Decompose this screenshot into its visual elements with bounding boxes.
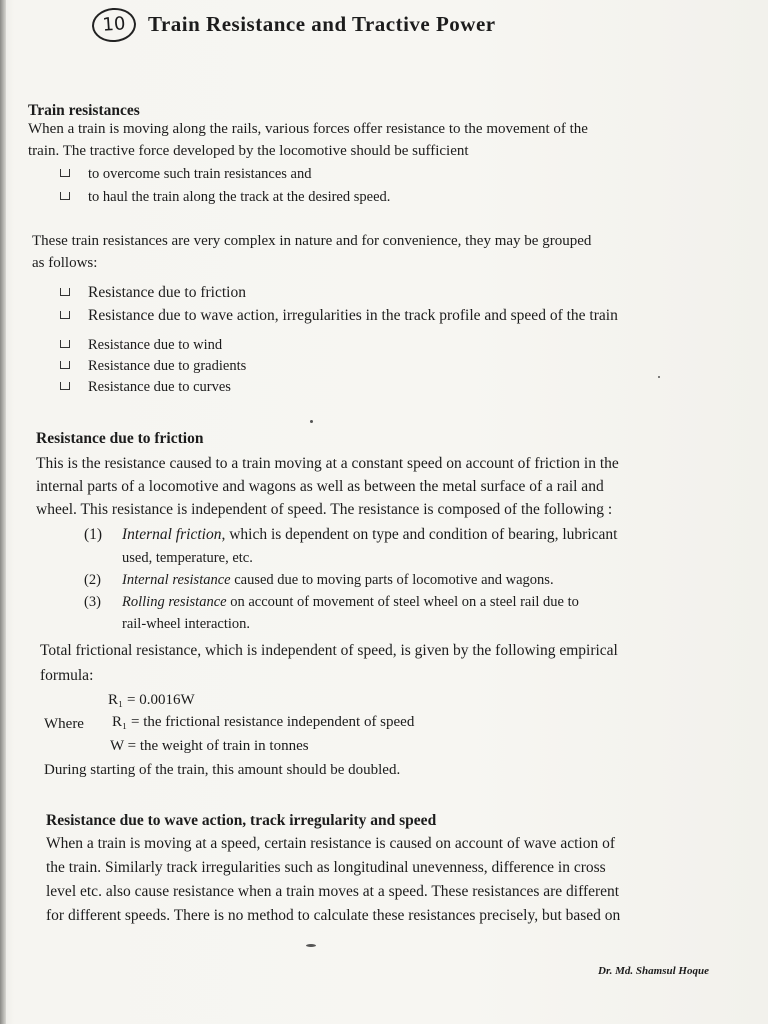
checkbox-bullet-icon	[60, 169, 70, 177]
author-footer: Dr. Md. Shamsul Hoque	[598, 965, 709, 977]
bullet-item	[60, 189, 390, 206]
section1-intro	[28, 118, 588, 162]
friction-item-1	[84, 526, 617, 544]
definition-w: W = the weight of train in tonnes	[110, 738, 309, 754]
where-label: Where	[44, 716, 84, 732]
text-line: This is the resistance caused to a train moving at a constant speed on account of friction in the	[36, 455, 619, 472]
starting-note: During starting of the train, this amount should be doubled.	[44, 762, 401, 778]
text-line: the train. Similarly track irregularities such as longitudinal unevenness, difference in cross	[46, 859, 606, 876]
text-line: as follows:	[32, 255, 98, 271]
text-line: train. The tractive force developed by the locomotive should be sufficient	[28, 143, 469, 159]
item-term: Internal resistance	[122, 572, 231, 588]
group-item	[60, 358, 246, 375]
checkbox-bullet-icon	[60, 288, 70, 296]
group-item	[60, 284, 246, 302]
section2-intro	[36, 452, 619, 521]
group-text: Resistance due to wind	[88, 337, 223, 353]
friction-item-1-cont: used, temperature, etc.	[122, 550, 253, 566]
friction-item-3-cont: rail-wheel interaction.	[122, 616, 251, 632]
item-text: caused due to moving parts of locomotive and wagons.	[230, 572, 554, 588]
definition-r1: R₁ = the frictional resistance independent of speed	[112, 714, 415, 730]
bullet-text: to haul the train along the track at the desired speed.	[88, 189, 391, 205]
section3-body	[46, 832, 620, 928]
text-line: When a train is moving at a speed, certain resistance is caused on account of wave action of	[46, 835, 615, 852]
scan-speck	[658, 376, 660, 378]
checkbox-bullet-icon	[60, 361, 70, 369]
text-line: When a train is moving along the rails, various forces offer resistance to the movement of the	[28, 121, 588, 137]
section1-grouping-intro	[32, 230, 591, 274]
group-text: Resistance due to wave action, irregularities in the track profile and speed of the train	[88, 307, 618, 324]
chapter-header	[92, 8, 692, 48]
group-item	[60, 379, 231, 396]
scan-speck	[310, 420, 313, 423]
text-line: internal parts of a locomotive and wagons as well as between the metal surface of a rail and	[36, 478, 604, 495]
item-text: which is dependent on type and condition of bearing, lubricant	[225, 526, 618, 543]
checkbox-bullet-icon	[60, 382, 70, 390]
chapter-number: 10	[91, 7, 137, 44]
item-term: Internal friction,	[122, 526, 226, 543]
text-line: level etc. also cause resistance when a train moves at a speed. These resistances are different	[46, 883, 620, 900]
formula: R₁ = 0.0016W	[108, 692, 195, 708]
group-text: Resistance due to friction	[88, 284, 246, 301]
item-number: (3)	[84, 594, 101, 610]
bullet-text: to overcome such train resistances and	[88, 166, 312, 182]
item-number: (2)	[84, 572, 101, 588]
text-line: for different speeds. There is no method to calculate these resistances precisely, but based on	[46, 907, 621, 924]
group-item	[60, 307, 618, 325]
item-term: Rolling resistance	[122, 594, 227, 610]
group-text: Resistance due to curves	[88, 379, 231, 395]
page-edge-shadow	[0, 0, 6, 1024]
section-heading-friction: Resistance due to friction	[36, 430, 204, 447]
checkbox-bullet-icon	[60, 340, 70, 348]
chapter-title: Train Resistance and Tractive Power	[148, 12, 496, 36]
section-heading-train-resistances: Train resistances	[28, 102, 140, 119]
group-item	[60, 337, 222, 354]
checkbox-bullet-icon	[60, 311, 70, 319]
item-number: (1)	[84, 526, 103, 543]
item-text: on account of movement of steel wheel on a steel rail due to	[226, 594, 579, 610]
text-line: Total frictional resistance, which is independent of speed, is given by the following empirical	[40, 642, 618, 659]
friction-item-2	[84, 572, 554, 589]
section2-formula-intro	[40, 638, 618, 688]
checkbox-bullet-icon	[60, 192, 70, 200]
group-text: Resistance due to gradients	[88, 358, 247, 374]
friction-item-3	[84, 594, 579, 611]
text-line: wheel. This resistance is independent of speed. The resistance is composed of the following :	[36, 501, 613, 518]
bullet-item	[60, 166, 311, 183]
text-line: formula:	[40, 667, 94, 684]
section-heading-wave-action: Resistance due to wave action, track irregularity and speed	[46, 812, 437, 829]
text-line: These train resistances are very complex in nature and for convenience, they may be grouped	[32, 233, 592, 249]
scan-speck	[306, 944, 316, 947]
